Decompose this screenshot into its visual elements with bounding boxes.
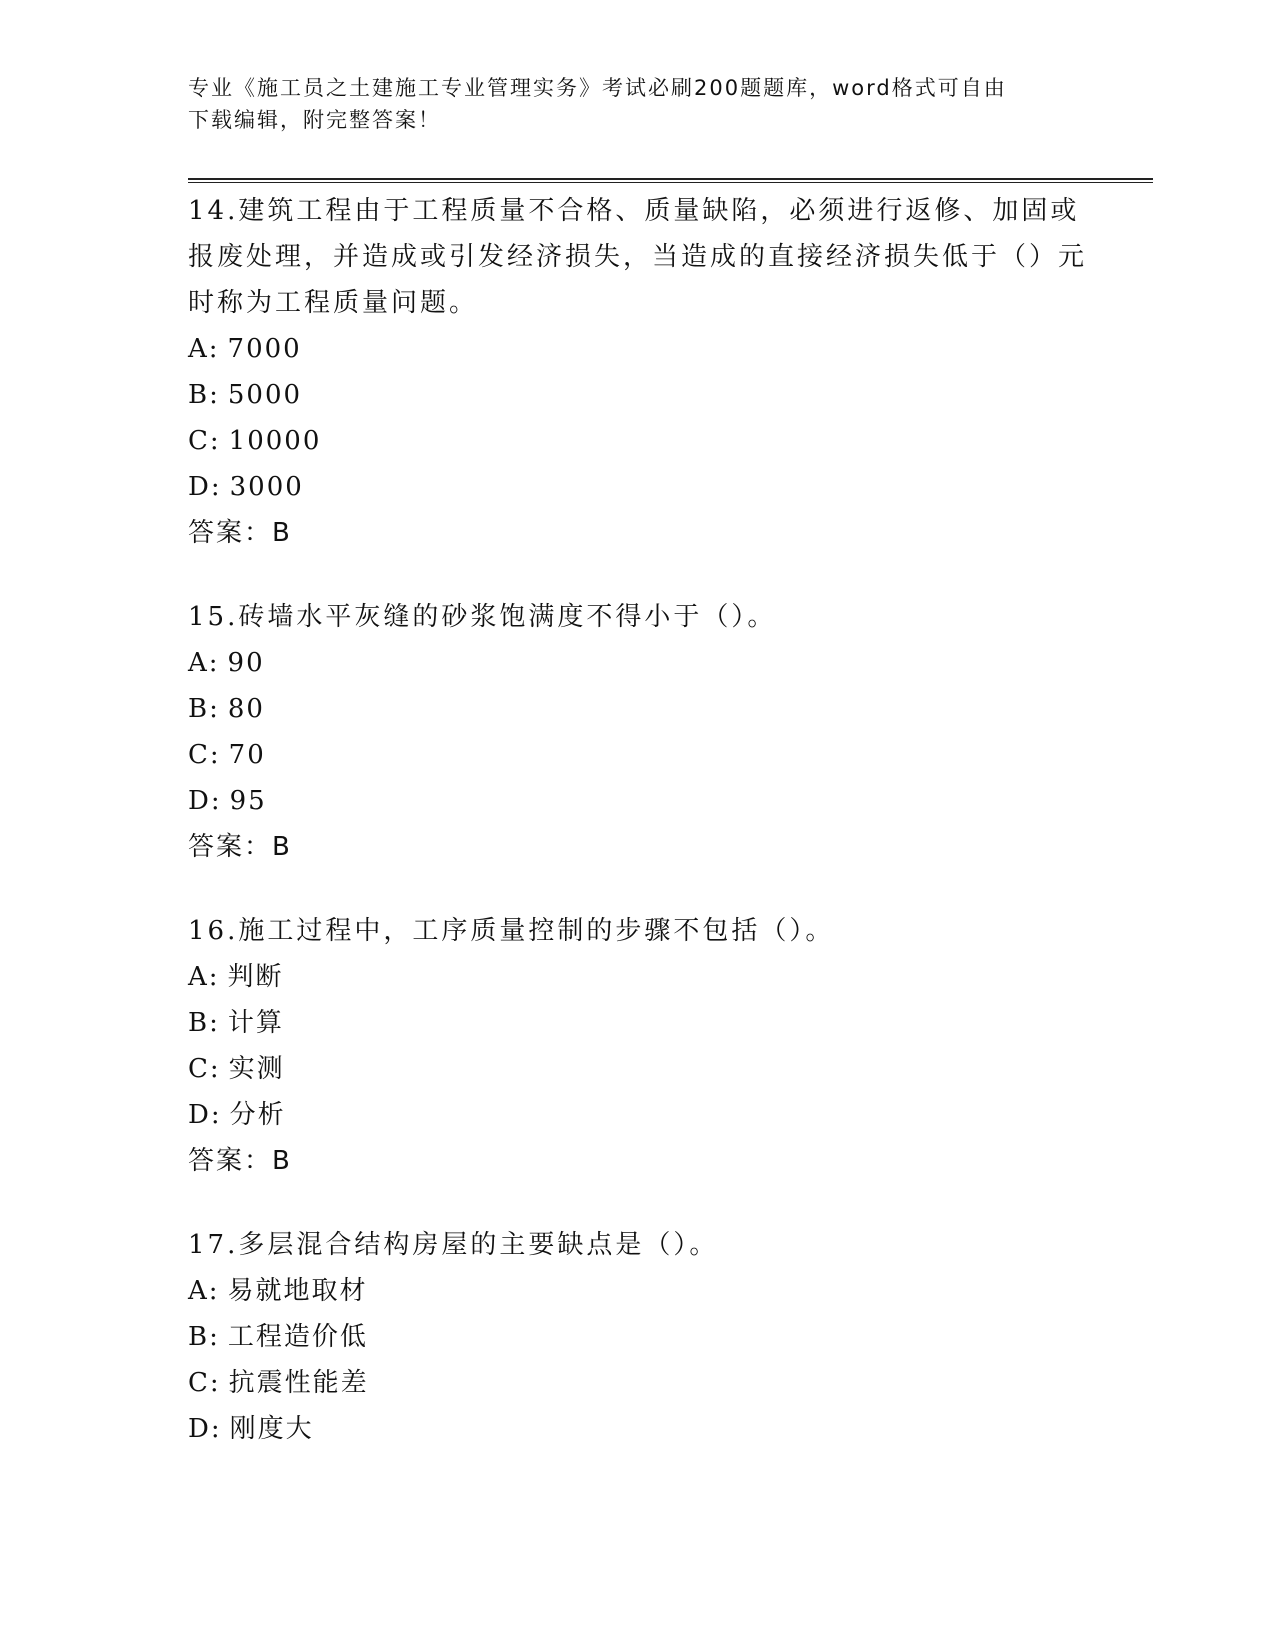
option-d: D: 分析 bbox=[188, 1100, 286, 1130]
option-c: C: 10000 bbox=[188, 426, 322, 456]
question-list bbox=[188, 188, 1088, 1490]
header-line-2: 下载编辑，附完整答案！ bbox=[188, 108, 441, 132]
header-line-1: 专业《施工员之土建施工专业管理实务》考试必刷200题题库，word格式可自由 bbox=[188, 76, 1007, 100]
header-divider bbox=[188, 178, 1153, 183]
option-b: B: 工程造价低 bbox=[188, 1322, 368, 1352]
option-a: A: 7000 bbox=[188, 334, 302, 364]
option-c: C: 70 bbox=[188, 740, 266, 770]
answer-label: 答案：B bbox=[188, 832, 292, 862]
option-c: C: 抗震性能差 bbox=[188, 1368, 369, 1398]
question-17 bbox=[188, 1222, 1088, 1452]
question-14 bbox=[188, 188, 1088, 556]
answer-label: 答案：B bbox=[188, 1146, 292, 1176]
question-16 bbox=[188, 908, 1088, 1184]
option-c: C: 实测 bbox=[188, 1054, 285, 1084]
option-a: A: 90 bbox=[188, 648, 265, 678]
option-b: B: 5000 bbox=[188, 380, 303, 410]
option-d: D: 95 bbox=[188, 786, 267, 816]
answer-label: 答案：B bbox=[188, 518, 292, 548]
question-text: 16.施工过程中，工序质量控制的步骤不包括（）。 bbox=[188, 916, 835, 946]
question-15 bbox=[188, 594, 1088, 870]
question-text: 15.砖墙水平灰缝的砂浆饱满度不得小于（）。 bbox=[188, 602, 777, 632]
question-text: 14.建筑工程由于工程质量不合格、质量缺陷，必须进行返修、加固或报废处理，并造成或引发经济损失，当造成的直接经济损失低于（）元时称为工程质量问题。 bbox=[188, 196, 1088, 318]
document-header bbox=[188, 72, 1088, 136]
option-a: A: 易就地取材 bbox=[188, 1276, 368, 1306]
option-a: A: 判断 bbox=[188, 962, 284, 992]
option-d: D: 刚度大 bbox=[188, 1414, 314, 1444]
option-b: B: 计算 bbox=[188, 1008, 284, 1038]
question-text: 17.多层混合结构房屋的主要缺点是（）。 bbox=[188, 1230, 719, 1260]
option-b: B: 80 bbox=[188, 694, 265, 724]
option-d: D: 3000 bbox=[188, 472, 304, 502]
